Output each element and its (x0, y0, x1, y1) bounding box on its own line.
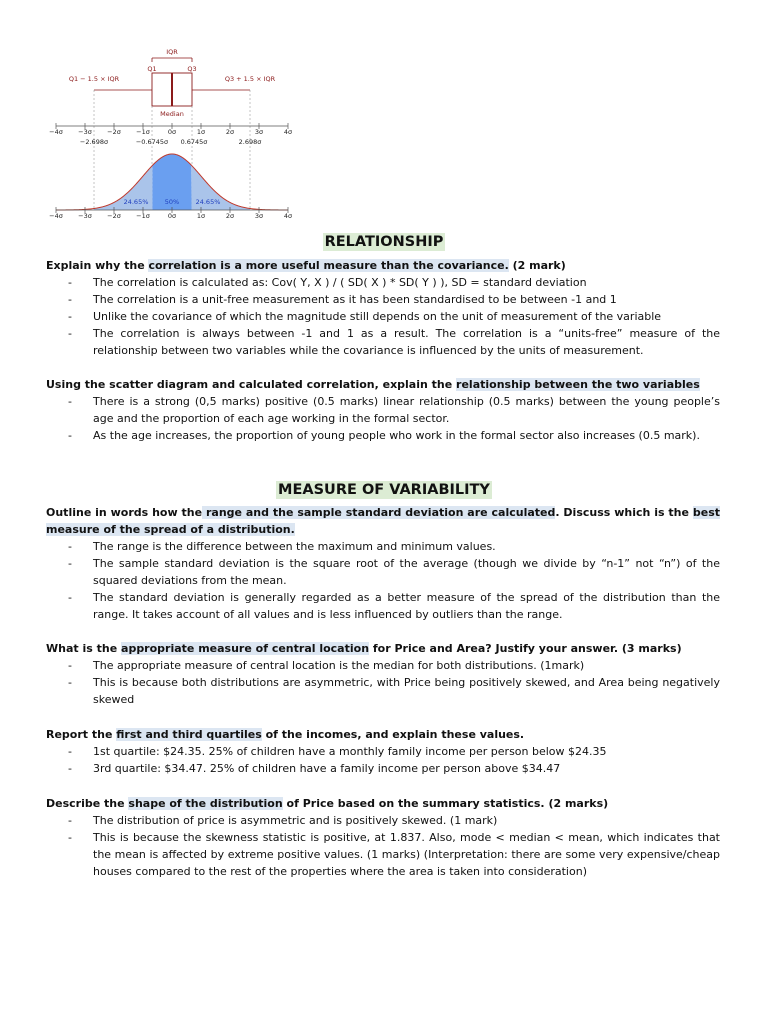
pos-quartile-marker: 0.6745σ (180, 138, 208, 146)
list-item: - 1st quartile: $24.35. 25% of children have a monthly family income per person below $24.35 (46, 743, 720, 760)
section-title-relationship: RELATIONSHIP (324, 234, 444, 250)
axis-tick-label-top: 0σ (167, 128, 177, 136)
top-sigma-axis (49, 123, 292, 136)
axis-tick-label-top: 4σ (283, 128, 293, 136)
right-area-label: 24.65% (195, 198, 221, 206)
list-item: - The correlation is always between -1 and 1 as a result. The correlation is a “units-free” measure of the relationship between two variables while the covariance is influenced by the units of measurement. (46, 325, 720, 359)
left-area-label: 24.65% (123, 198, 149, 206)
center-area-label: 50% (164, 198, 180, 206)
iqr-label: IQR (166, 48, 178, 56)
answer-list-scatter (46, 393, 720, 444)
list-item: - Unlike the covariance of which the magnitude still depends on the unit of measurement of the variable (46, 308, 720, 325)
axis-tick-label-bottom: −4σ (49, 212, 63, 220)
upper-fence-label: Q3 + 1.5 × IQR (224, 75, 276, 83)
list-item: - 3rd quartile: $34.47. 25% of children have a family income per person above $34.47 (46, 760, 720, 777)
iqr-bracket (152, 58, 192, 62)
boxplot-normal-figure (44, 42, 300, 222)
lower-fence-label: Q1 − 1.5 × IQR (68, 75, 120, 83)
axis-tick-label-bottom: 1σ (196, 212, 206, 220)
list-item: - The appropriate measure of central location is the median for both distributions. (1mark) (46, 657, 720, 674)
axis-tick-label-bottom: −1σ (136, 212, 150, 220)
axis-tick-label-top: −3σ (78, 128, 92, 136)
axis-tick-label-top: −2σ (107, 128, 121, 136)
axis-tick-label-top: 1σ (196, 128, 206, 136)
list-item: - The correlation is a unit-free measurement as it has been standardised to be between -1 and 1 (46, 291, 720, 308)
axis-tick-label-bottom: 3σ (254, 212, 264, 220)
boxplot-normal-svg (44, 42, 300, 222)
axis-tick-label-top: 3σ (254, 128, 264, 136)
question-central-location: What is the appropriate measure of central location for Price and Area? Justify your answer. (3 marks) (46, 642, 682, 655)
list-item: - There is a strong (0,5 marks) positive (0.5 marks) linear relationship (0.5 marks) between the young people’s age and the proportion of each age working in the formal sector. (46, 393, 720, 427)
section-title-variability: MEASURE OF VARIABILITY (278, 482, 490, 498)
question-correlation: Explain why the correlation is a more useful measure than the covariance. (2 mark) (46, 259, 566, 272)
list-item: - This is because both distributions are asymmetric, with Price being positively skewed, and Area being negatively skewed (46, 674, 720, 708)
axis-tick-label-bottom: 0σ (167, 212, 177, 220)
answer-list-distribution-shape (46, 812, 720, 880)
list-item: - The sample standard deviation is the square root of the average (though we divide by “n-1” not “n”) of the squared deviations from the mean. (46, 555, 720, 589)
answer-list-central-location (46, 657, 720, 708)
list-item: - As the age increases, the proportion of young people who work in the formal sector also increases (0.5 mark). (46, 427, 720, 444)
axis-tick-label-bottom: −2σ (107, 212, 121, 220)
axis-tick-label-bottom: −3σ (78, 212, 92, 220)
q3-label: Q3 (187, 65, 197, 73)
question-quartiles: Report the first and third quartiles of the incomes, and explain these values. (46, 728, 525, 741)
list-item: - The range is the difference between the maximum and minimum values. (46, 538, 720, 555)
list-item: - This is because the skewness statistic is positive, at 1.837. Also, mode < median < mean, which indicates that the mean is affected by extreme positive values. (1 marks) (Interpretation: there are some very expensive/cheap houses compared to the rest of the properties where the area is taken into consideration) (46, 829, 720, 880)
answer-list-quartiles (46, 743, 720, 777)
axis-tick-label-top: −1σ (136, 128, 150, 136)
axis-tick-label-bottom: 4σ (283, 212, 293, 220)
neg-fence-marker: −2.698σ (79, 138, 109, 146)
answer-list-range-sd (46, 538, 720, 623)
question-scatter-relationship: Using the scatter diagram and calculated correlation, explain the relationship between the two variables (46, 378, 700, 391)
question-range-sd: Outline in words how the range and the sample standard deviation are calculated. Discuss which is the best measure of the spread of a distribution. (46, 506, 720, 536)
median-label: Median (160, 110, 184, 118)
list-item: - The distribution of price is asymmetric and is positively skewed. (1 mark) (46, 812, 720, 829)
question-distribution-shape: Describe the shape of the distribution of Price based on the summary statistics. (2 marks) (46, 797, 609, 810)
neg-quartile-marker: −0.6745σ (135, 138, 169, 146)
axis-tick-label-bottom: 2σ (225, 212, 235, 220)
axis-tick-label-top: −4σ (49, 128, 63, 136)
axis-tick-label-top: 2σ (225, 128, 235, 136)
answer-list-correlation (46, 274, 720, 359)
list-item: - The standard deviation is generally regarded as a better measure of the spread of the distribution than the range. It takes account of all values and is less influenced by outliers than the range. (46, 589, 720, 623)
pos-fence-marker: 2.698σ (238, 138, 262, 146)
list-item: - The correlation is calculated as: Cov( Y, X ) / ( SD( X ) * SD( Y ) ), SD = standard deviation (46, 274, 720, 291)
q1-label: Q1 (147, 65, 157, 73)
